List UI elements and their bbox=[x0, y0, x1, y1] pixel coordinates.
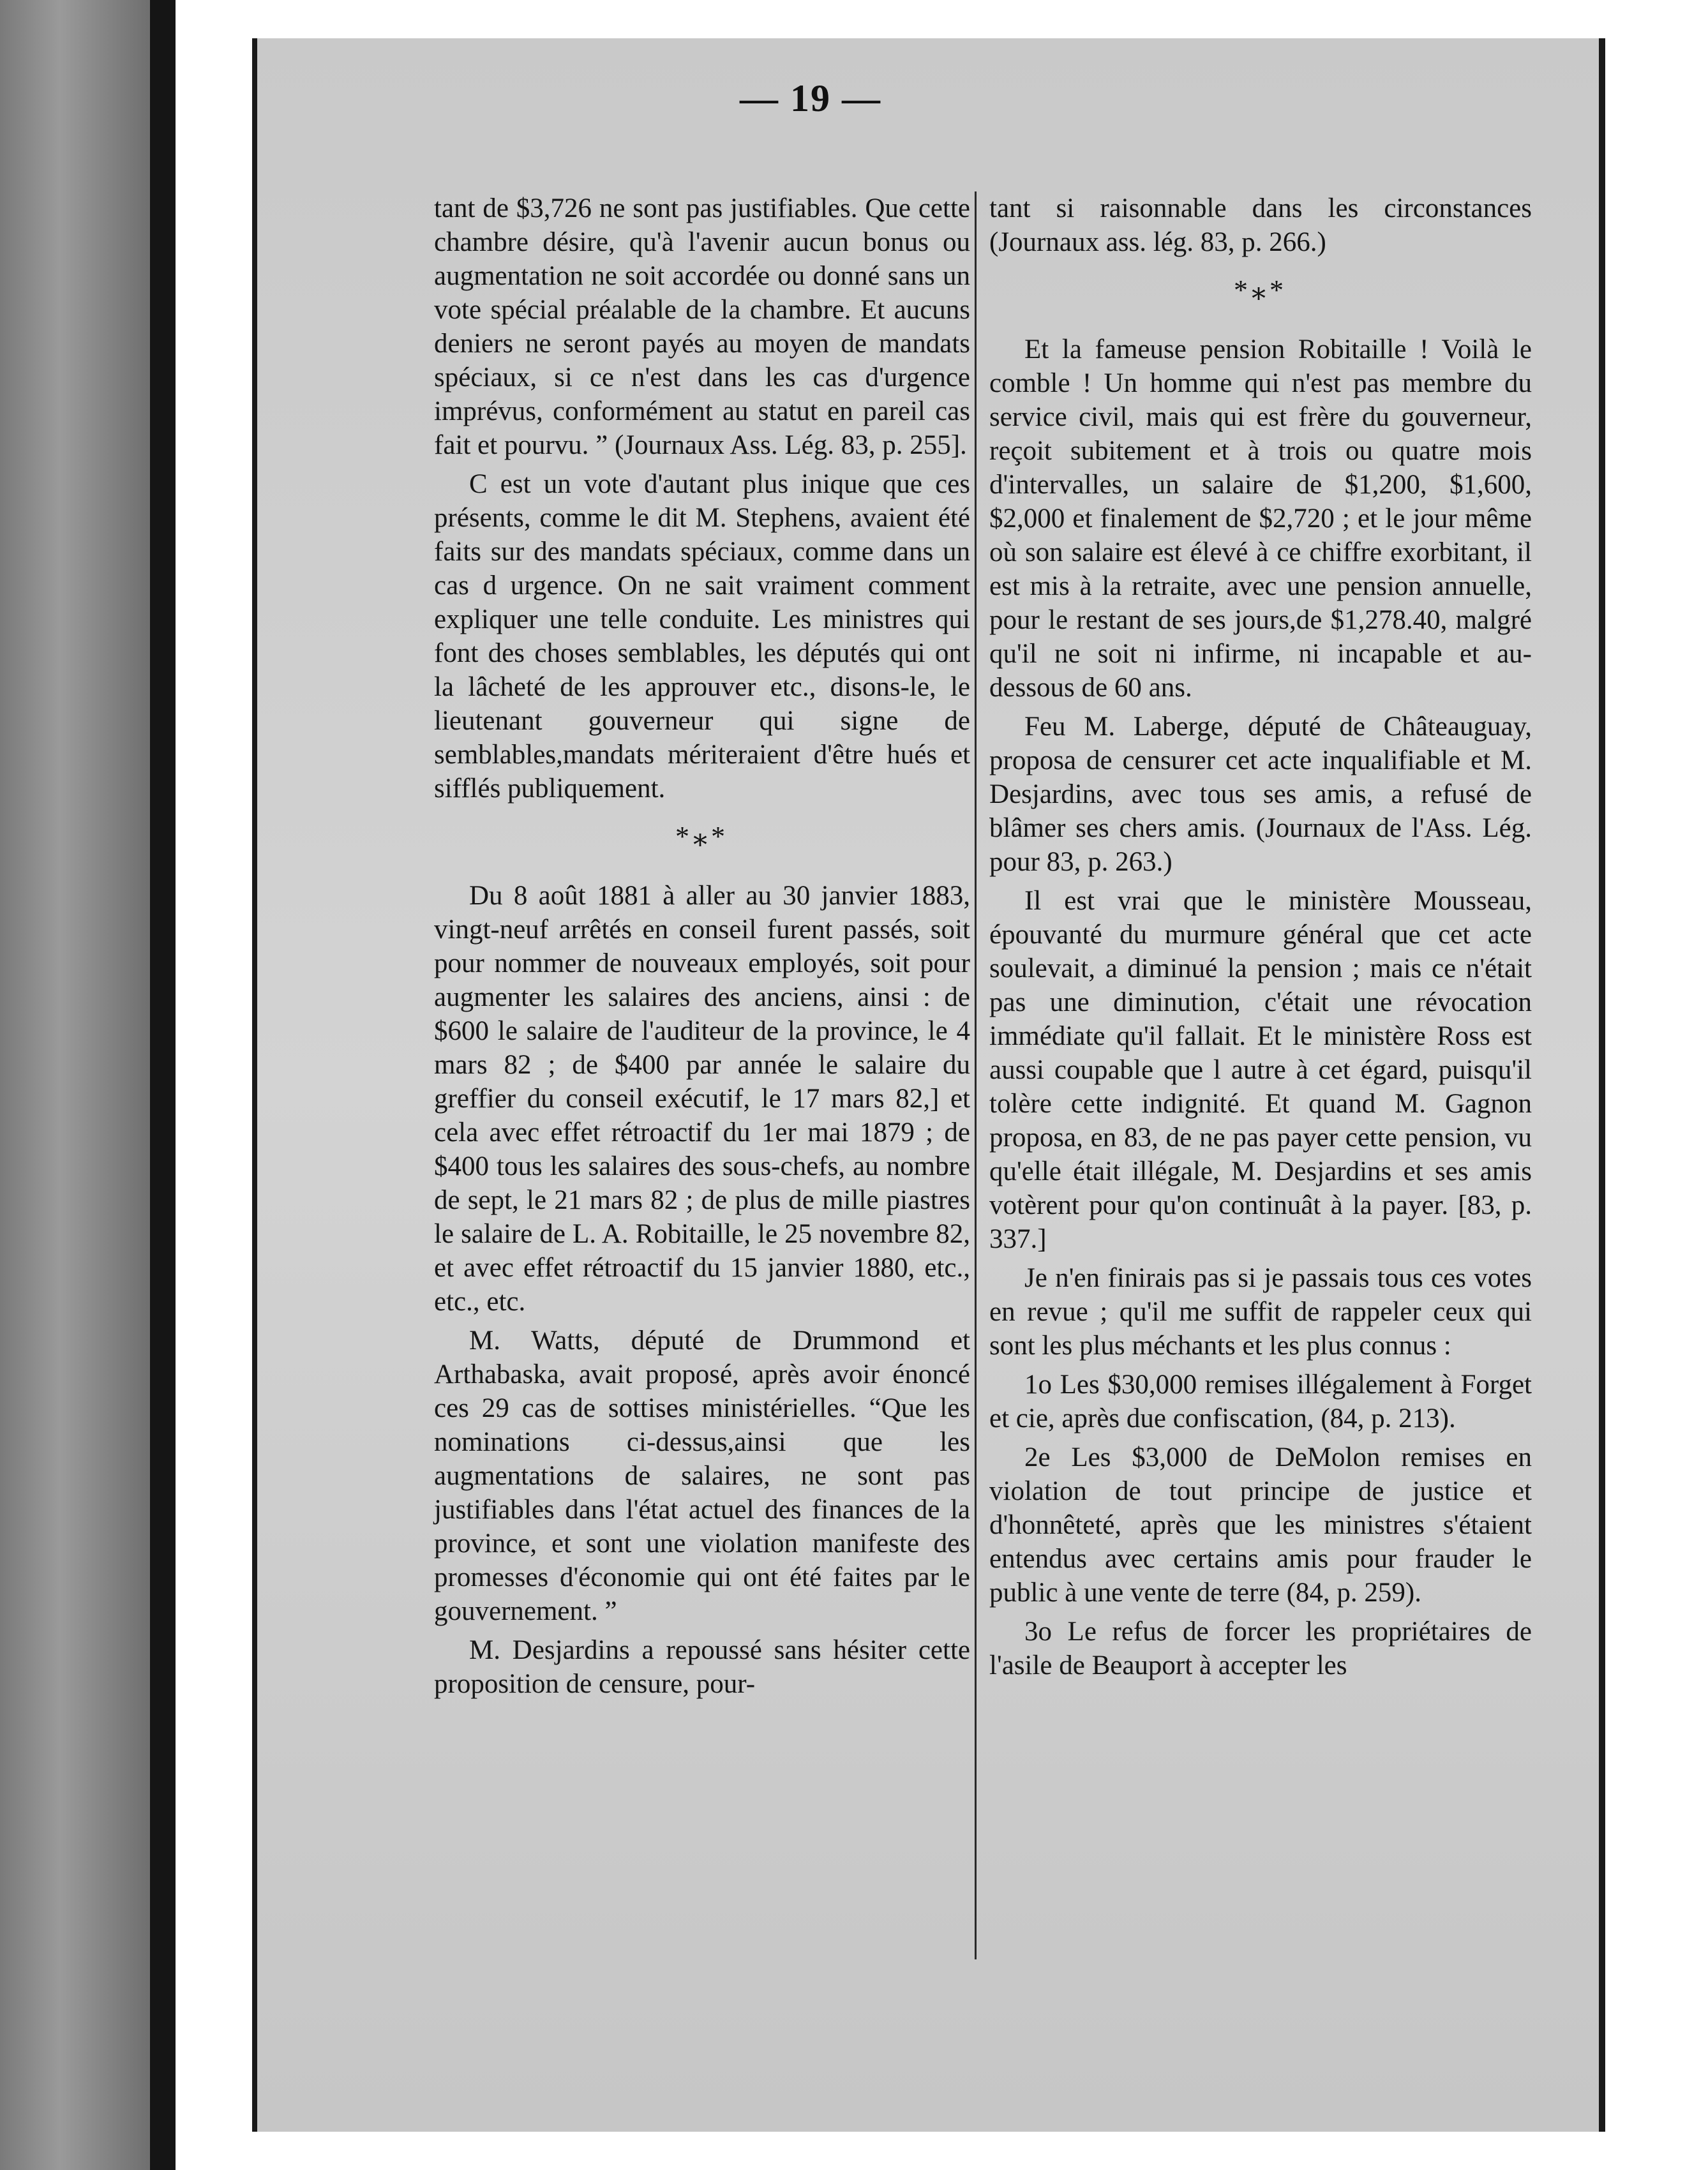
left-paragraph-4: M. Watts, député de Drummond et Arthabaska, avait proposé, après avoir énoncé ces 29 cas de sottises ministérielles. “Que les nominations ci-dessus,ainsi que les augmentations de salaires, ne sont pas justifiables dans l'état actuel des finances de la province, et sont une violation manifeste des promesses d'économie qui ont été faites par le gouvernement. ” bbox=[434, 1326, 970, 1626]
right-paragraph-7: 2e Les $3,000 de DeMolon remises en violation de tout principe de justice et d'honnêteté, après que les ministres s'étaient entendus avec certains amis pour frauder le public à une vente de terre (84, p. 259). bbox=[989, 1442, 1532, 1608]
right-paragraph-8: 3o Le refus de forcer les propriétaires de l'asile de Beauport à accepter les bbox=[989, 1617, 1532, 1680]
right-paragraph-4: Il est vrai que le ministère Mousseau, épouvanté du murmure général que cet acte soulevait, a diminué la pension ; mais ce n'était pas une diminution, c'était une révocation immédiate qu'il fallait. Et le ministère Ross est aussi coupable que l autre à cet égard, puisqu'il tolère cette indignité. Et quand M. Gagnon proposa, en 83, de ne pas payer cette pension, vu qu'elle était illégale, M. Desjardins et ses amis votèrent pour qu'on continuât à la payer. [83, p. 337.] bbox=[989, 886, 1532, 1254]
section-separator-stars: *⁎* bbox=[675, 821, 729, 852]
left-column bbox=[434, 191, 970, 1706]
section-separator-stars: *⁎* bbox=[1234, 274, 1287, 306]
binding-shadow bbox=[150, 0, 176, 2170]
page-number: — 19 — bbox=[740, 77, 881, 119]
adjacent-page-edge bbox=[0, 0, 150, 2170]
right-paragraph-1: tant si raisonnable dans les circonstances (Journaux ass. lég. 83, p. 266.) bbox=[989, 193, 1532, 257]
right-column bbox=[989, 191, 1532, 1687]
column-divider bbox=[975, 191, 977, 1959]
right-paragraph-3: Feu M. Laberge, député de Châteauguay, proposa de censurer cet acte inqualifiable et M. Desjardins, avec tous ses amis, a refusé de blâmer ses chers amis. (Journaux de l'Ass. Lég. pour 83, p. 263.) bbox=[989, 712, 1532, 877]
left-paragraph-1: tant de $3,726 ne sont pas justifiables. Que cette chambre désire, qu'à l'avenir aucun bonus ou augmentation ne soit accordée ou donné sans un vote spécial préalable de la chambre. Et aucuns deniers ne seront payés au moyen de mandats spéciaux, si ce n'est dans les cas d'urgence imprévus, conformément au statut en pareil cas fait et pourvu. ” (Journaux Ass. Lég. 83, p. 255]. bbox=[434, 193, 970, 460]
right-paragraph-6: 1o Les $30,000 remises illégalement à Forget et cie, après due confiscation, (84, p. 213). bbox=[989, 1370, 1532, 1433]
right-paragraph-5: Je n'en finirais pas si je passais tous ces votes en revue ; qu'il me suffit de rappeler ceux qui sont les plus méchants et les plus connus : bbox=[989, 1263, 1532, 1361]
right-paragraph-2: Et la fameuse pension Robitaille ! Voilà le comble ! Un homme qui n'est pas membre du service civil, mais qui est frère du gouverneur, reçoit subitement et à trois ou quatre mois d'intervalles, un salaire de $1,200, $1,600, $2,000 et finalement de $2,720 ; et le jour même où son salaire est élevé à ce chiffre exorbitant, il est mis à la retraite, avec une pension annuelle, pour le restant de ses jours,de $1,278.40, malgré qu'il ne soit ni infirme, ni incapable et au-dessous de 60 ans. bbox=[989, 334, 1532, 703]
scan-margin bbox=[176, 0, 252, 2170]
left-paragraph-3: Du 8 août 1881 à aller au 30 janvier 1883, vingt-neuf arrêtés en conseil furent passés, soit pour nommer de nouveaux employés, soit pour augmenter les salaires des anciens, ainsi : de $600 le salaire de l'auditeur de la province, le 4 mars 82 ; de $400 par année le salaire du greffier du conseil exécutif, le 17 mars 82,] et cela avec effet rétroactif du 1er mai 1879 ; de $400 tous les salaires des sous-chefs, au nombre de sept, le 21 mars 82 ; de plus de mille piastres le salaire de L. A. Robitaille, le 25 novembre 82, et avec effet rétroactif du 15 janvier 1880, etc., etc., etc. bbox=[434, 881, 970, 1317]
left-paragraph-5: M. Desjardins a repoussé sans hésiter cette proposition de censure, pour- bbox=[434, 1635, 970, 1699]
left-paragraph-2: C est un vote d'autant plus inique que ces présents, comme le dit M. Stephens, avaient été faits sur des mandats spéciaux, comme dans un cas d urgence. On ne sait vraiment comment expliquer une telle conduite. Les ministres qui font des choses semblables, les députés qui ont la lâcheté de les approuver etc., disons-le, le lieutenant gouverneur qui signe de semblables,mandats mériteraient d'être hués et sifflés publiquement. bbox=[434, 469, 970, 804]
